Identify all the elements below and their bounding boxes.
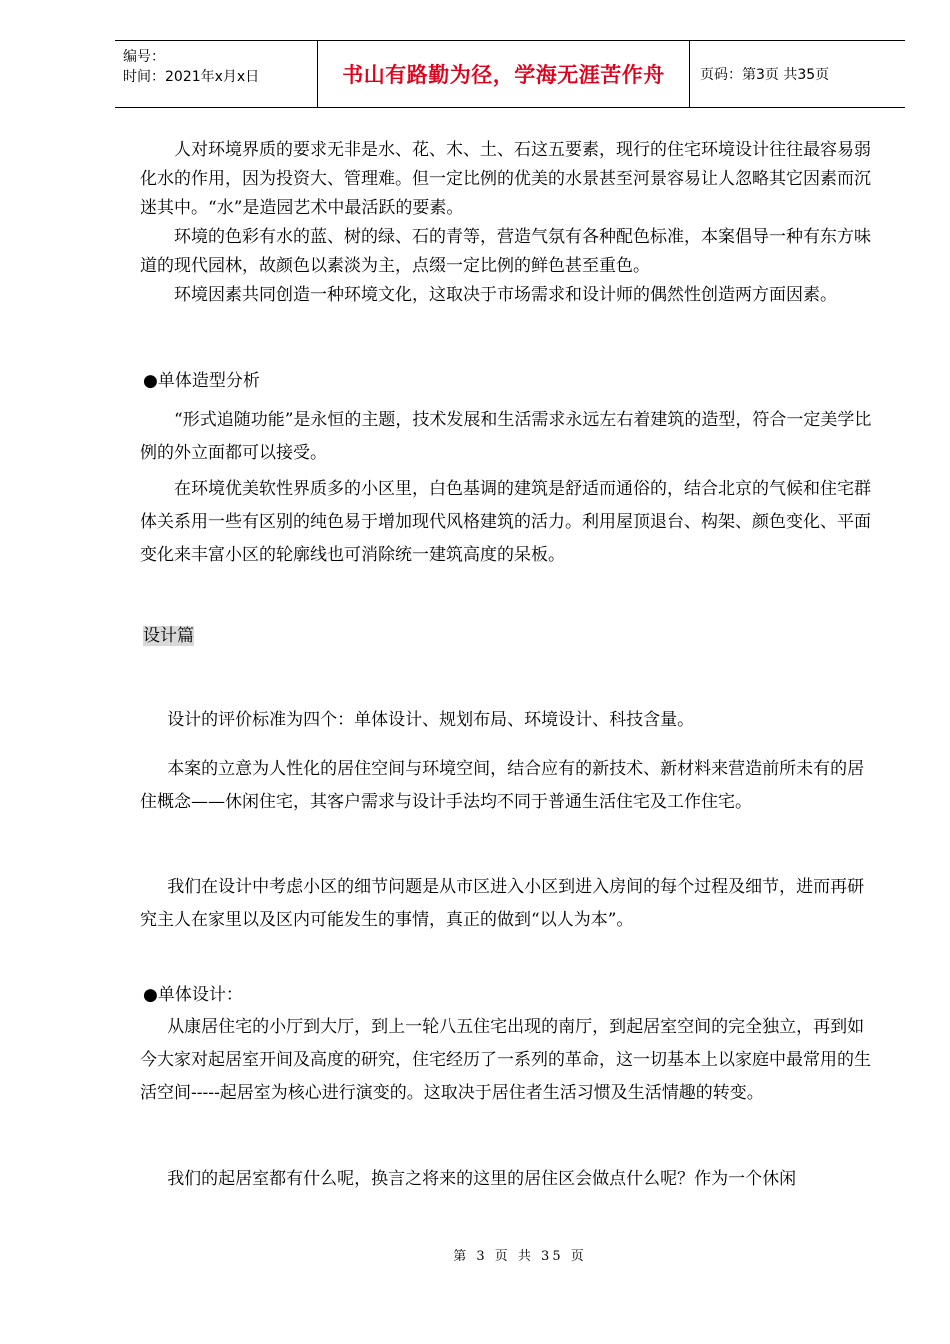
heading-form-analysis: ●单体造型分析	[143, 371, 260, 391]
header-motto-cell	[317, 41, 690, 107]
header-motto: 书山有路勤为径，学海无涯苦作舟	[342, 63, 665, 87]
heading-unit-design: ●单体设计：	[143, 985, 243, 1005]
paragraph-concept: 本案的立意为人性化的居住空间与环境空间，结合应有的新技术、新材料来营造前所未有的居住概念——休闲住宅，其客户需求与设计手法均不同于普通生活住宅及工作住宅。	[140, 759, 865, 812]
paragraph-white-building: 在环境优美软性界质多的小区里，白色基调的建筑是舒适而通俗的，结合北京的气候和住宅群体关系用一些有区别的纯色易于增加现代风格建筑的活力。利用屋顶退台、构架、颜色变化、平面变化来丰富小区的轮廓线也可消除统一建筑高度的呆板。	[140, 479, 871, 565]
design-section-title: 设计篇	[143, 626, 194, 646]
header-meta	[115, 41, 317, 107]
paragraph-culture: 环境因素共同创造一种环境文化，这取决于市场需求和设计师的偶然性创造两方面因素。	[174, 285, 837, 305]
heading-design-section	[143, 621, 194, 646]
page-footer: 第 3 页 共 35 页	[453, 1249, 587, 1264]
paragraph-question: 我们的起居室都有什么呢，换言之将来的这里的居住区会做点什么呢？作为一个休闲	[167, 1169, 797, 1189]
header-page-info: 页码：第3页 共35页	[700, 67, 830, 83]
number-label: 编号：	[123, 49, 165, 65]
page-header	[115, 40, 905, 108]
time-label: 时间：2021年x月x日	[123, 69, 260, 85]
paragraph-criteria: 设计的评价标准为四个：单体设计、规划布局、环境设计、科技含量。	[167, 710, 695, 730]
paragraph-details: 我们在设计中考虑小区的细节问题是从市区进入小区到进入房间的每个过程及细节，进而再研究主人在家里以及区内可能发生的事情，真正的做到“以人为本”。	[140, 877, 865, 930]
paragraph-living-room: 从康居住宅的小厅到大厅，到上一轮八五住宅出现的南厅，到起居室空间的完全独立，再到如今大家对起居室开间及高度的研究，住宅经历了一系列的革命，这一切基本上以家庭中最常用的生活空间-----起居室为核心进行演变的。这取决于居住者生活习惯及生活情趣的转变。	[140, 1017, 871, 1103]
paragraph-color: 环境的色彩有水的蓝、树的绿、石的青等，营造气氛有各种配色标准，本案倡导一种有东方味道的现代园林，故颜色以素淡为主，点缀一定比例的鲜色甚至重色。	[140, 227, 871, 276]
paragraph-water: 人对环境界质的要求无非是水、花、木、土、石这五要素，现行的住宅环境设计往往最容易弱化水的作用，因为投资大、管理难。但一定比例的优美的水景甚至河景容易让人忽略其它因素而沉迷其中。“水”是造园艺术中最活跃的要素。	[140, 140, 871, 218]
paragraph-form-function: “形式追随功能”是永恒的主题，技术发展和生活需求永远左右着建筑的造型，符合一定美学比例的外立面都可以接受。	[140, 410, 872, 463]
